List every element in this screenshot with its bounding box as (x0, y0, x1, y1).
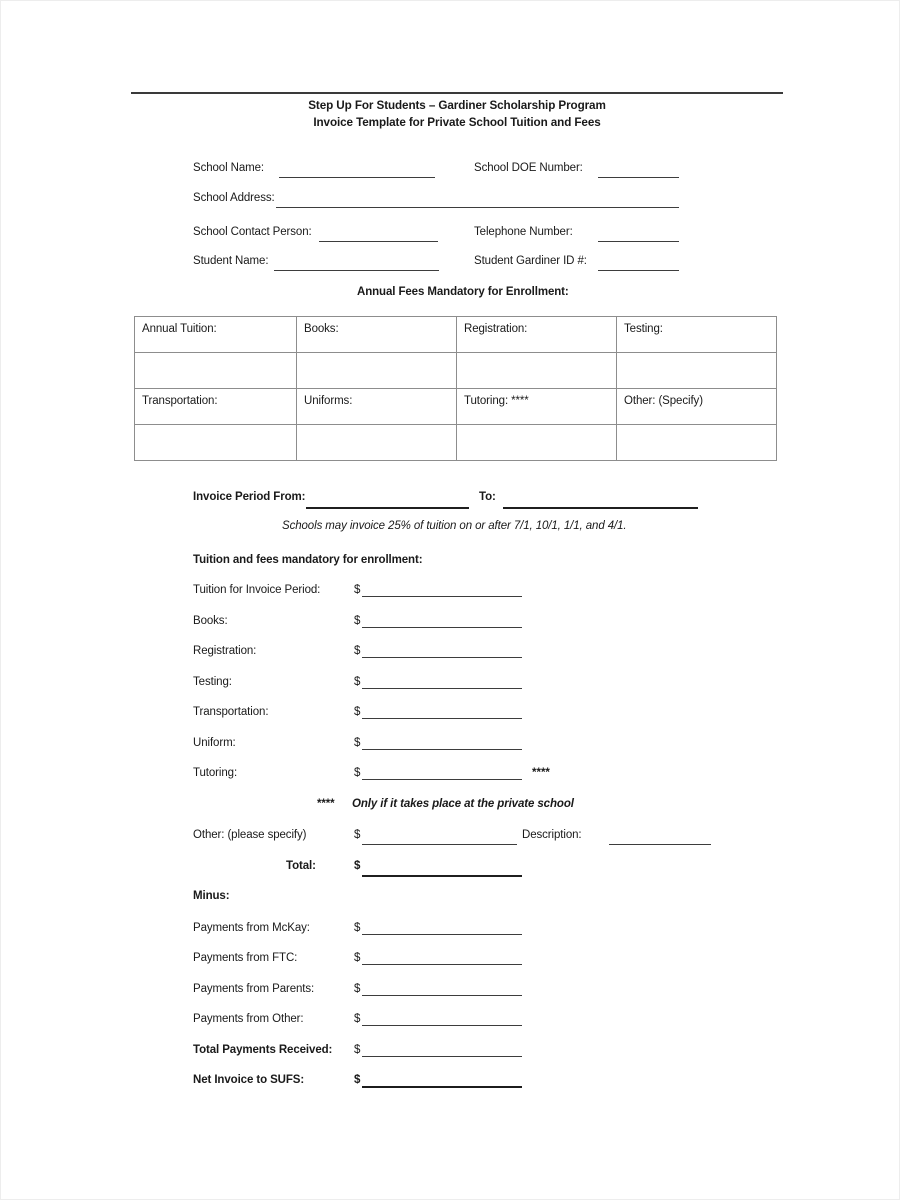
school-name-input-line[interactable] (279, 177, 435, 178)
cell-books: Books: (297, 317, 457, 353)
registration-input-line[interactable] (362, 657, 522, 658)
school-address-label: School Address: (193, 192, 275, 204)
uniform-input-line[interactable] (362, 749, 522, 750)
telephone-number-label: Telephone Number: (474, 226, 573, 238)
testing-input-line[interactable] (362, 688, 522, 689)
currency-symbol: $ (354, 676, 361, 688)
cell-transportation-value[interactable] (135, 425, 297, 461)
cell-annual-tuition: Annual Tuition: (135, 317, 297, 353)
payments-section-heading: Minus: (193, 890, 230, 902)
other-description-input-line[interactable] (609, 844, 711, 845)
annual-fees-heading: Annual Fees Mandatory for Enrollment: (357, 286, 569, 298)
total-input-line[interactable] (362, 875, 522, 877)
school-name-label: School Name: (193, 162, 265, 174)
currency-symbol: $ (354, 922, 361, 934)
cell-testing-value[interactable] (617, 353, 777, 389)
document-title (131, 97, 783, 131)
testing-label: Testing: (193, 676, 232, 688)
school-address-input-line[interactable] (276, 207, 679, 208)
currency-symbol: $ (354, 767, 361, 779)
payments-from-parents-input-line[interactable] (362, 995, 522, 996)
total-label: Total: (286, 860, 316, 872)
currency-symbol: $ (354, 615, 361, 627)
payments-from-mckay-input-line[interactable] (362, 934, 522, 935)
currency-symbol: $ (354, 1044, 361, 1056)
currency-symbol: $ (354, 706, 361, 718)
telephone-number-input-line[interactable] (598, 241, 679, 242)
transportation-input-line[interactable] (362, 718, 522, 719)
currency-symbol: $ (354, 983, 361, 995)
annual-fees-table (134, 316, 777, 461)
title-line-2: Invoice Template for Private School Tuition and Fees (313, 116, 601, 129)
footnote-text: Only if it takes place at the private school (352, 798, 574, 810)
other-currency-symbol: $ (354, 829, 361, 841)
cell-tutoring-value[interactable] (457, 425, 617, 461)
payments-from-ftc-label: Payments from FTC: (193, 952, 298, 964)
cell-annual-tuition-value[interactable] (135, 353, 297, 389)
table-row (135, 425, 777, 461)
school-doe-number-input-line[interactable] (598, 177, 679, 178)
currency-symbol: $ (354, 1013, 361, 1025)
cell-other-specify: Other: (Specify) (617, 389, 777, 425)
footnote-marker: **** (317, 798, 335, 810)
cell-transportation: Transportation: (135, 389, 297, 425)
payments-from-parents-label: Payments from Parents: (193, 983, 315, 995)
student-gardiner-id-input-line[interactable] (598, 270, 679, 271)
student-name-label: Student Name: (193, 255, 269, 267)
cell-registration: Registration: (457, 317, 617, 353)
student-name-input-line[interactable] (274, 270, 439, 271)
other-please-specify-label: Other: (please specify) (193, 829, 307, 841)
currency-symbol: $ (354, 737, 361, 749)
net-invoice-to-sufs-input-line[interactable] (362, 1086, 522, 1088)
total-currency-symbol: $ (354, 860, 361, 872)
total-payments-received-input-line[interactable] (362, 1056, 522, 1057)
cell-tutoring: Tutoring: **** (457, 389, 617, 425)
table-row (135, 389, 777, 425)
other-input-line[interactable] (362, 844, 517, 845)
books-label: Books: (193, 615, 228, 627)
currency-symbol: $ (354, 584, 361, 596)
cell-uniforms: Uniforms: (297, 389, 457, 425)
net-invoice-to-sufs-label: Net Invoice to SUFS: (193, 1074, 305, 1086)
invoice-period-note: Schools may invoice 25% of tuition on or after 7/1, 10/1, 1/1, and 4/1. (282, 520, 627, 532)
transportation-label: Transportation: (193, 706, 269, 718)
payments-from-other-label: Payments from Other: (193, 1013, 304, 1025)
invoice-period-from-input-line[interactable] (306, 507, 469, 509)
table-row (135, 317, 777, 353)
other-description-label: Description: (522, 829, 582, 841)
school-contact-person-input-line[interactable] (319, 241, 438, 242)
currency-symbol: $ (354, 952, 361, 964)
tutoring-input-line[interactable] (362, 779, 522, 780)
uniform-label: Uniform: (193, 737, 236, 749)
registration-label: Registration: (193, 645, 257, 657)
header-divider-rule (131, 92, 783, 94)
tutoring-label: Tutoring: (193, 767, 238, 779)
currency-symbol: $ (354, 645, 361, 657)
currency-symbol: $ (354, 1074, 361, 1086)
tutoring-footnote-marker: **** (532, 767, 550, 779)
payments-from-ftc-input-line[interactable] (362, 964, 522, 965)
cell-other-value[interactable] (617, 425, 777, 461)
cell-books-value[interactable] (297, 353, 457, 389)
payments-from-other-input-line[interactable] (362, 1025, 522, 1026)
cell-testing: Testing: (617, 317, 777, 353)
school-contact-person-label: School Contact Person: (193, 226, 312, 238)
tuition-for-invoice-period-label: Tuition for Invoice Period: (193, 584, 321, 596)
school-doe-number-label: School DOE Number: (474, 162, 583, 174)
invoice-period-from-label: Invoice Period From: (193, 491, 306, 503)
total-payments-received-label: Total Payments Received: (193, 1044, 333, 1056)
invoice-period-to-label: To: (479, 491, 496, 503)
cell-registration-value[interactable] (457, 353, 617, 389)
table-row (135, 353, 777, 389)
cell-uniforms-value[interactable] (297, 425, 457, 461)
tuition-section-heading: Tuition and fees mandatory for enrollment: (193, 554, 423, 566)
invoice-period-to-input-line[interactable] (503, 507, 698, 509)
student-gardiner-id-label: Student Gardiner ID #: (474, 255, 587, 267)
tuition-for-invoice-period-input-line[interactable] (362, 596, 522, 597)
title-line-1: Step Up For Students – Gardiner Scholarship Program (308, 99, 606, 112)
payments-from-mckay-label: Payments from McKay: (193, 922, 310, 934)
books-input-line[interactable] (362, 627, 522, 628)
